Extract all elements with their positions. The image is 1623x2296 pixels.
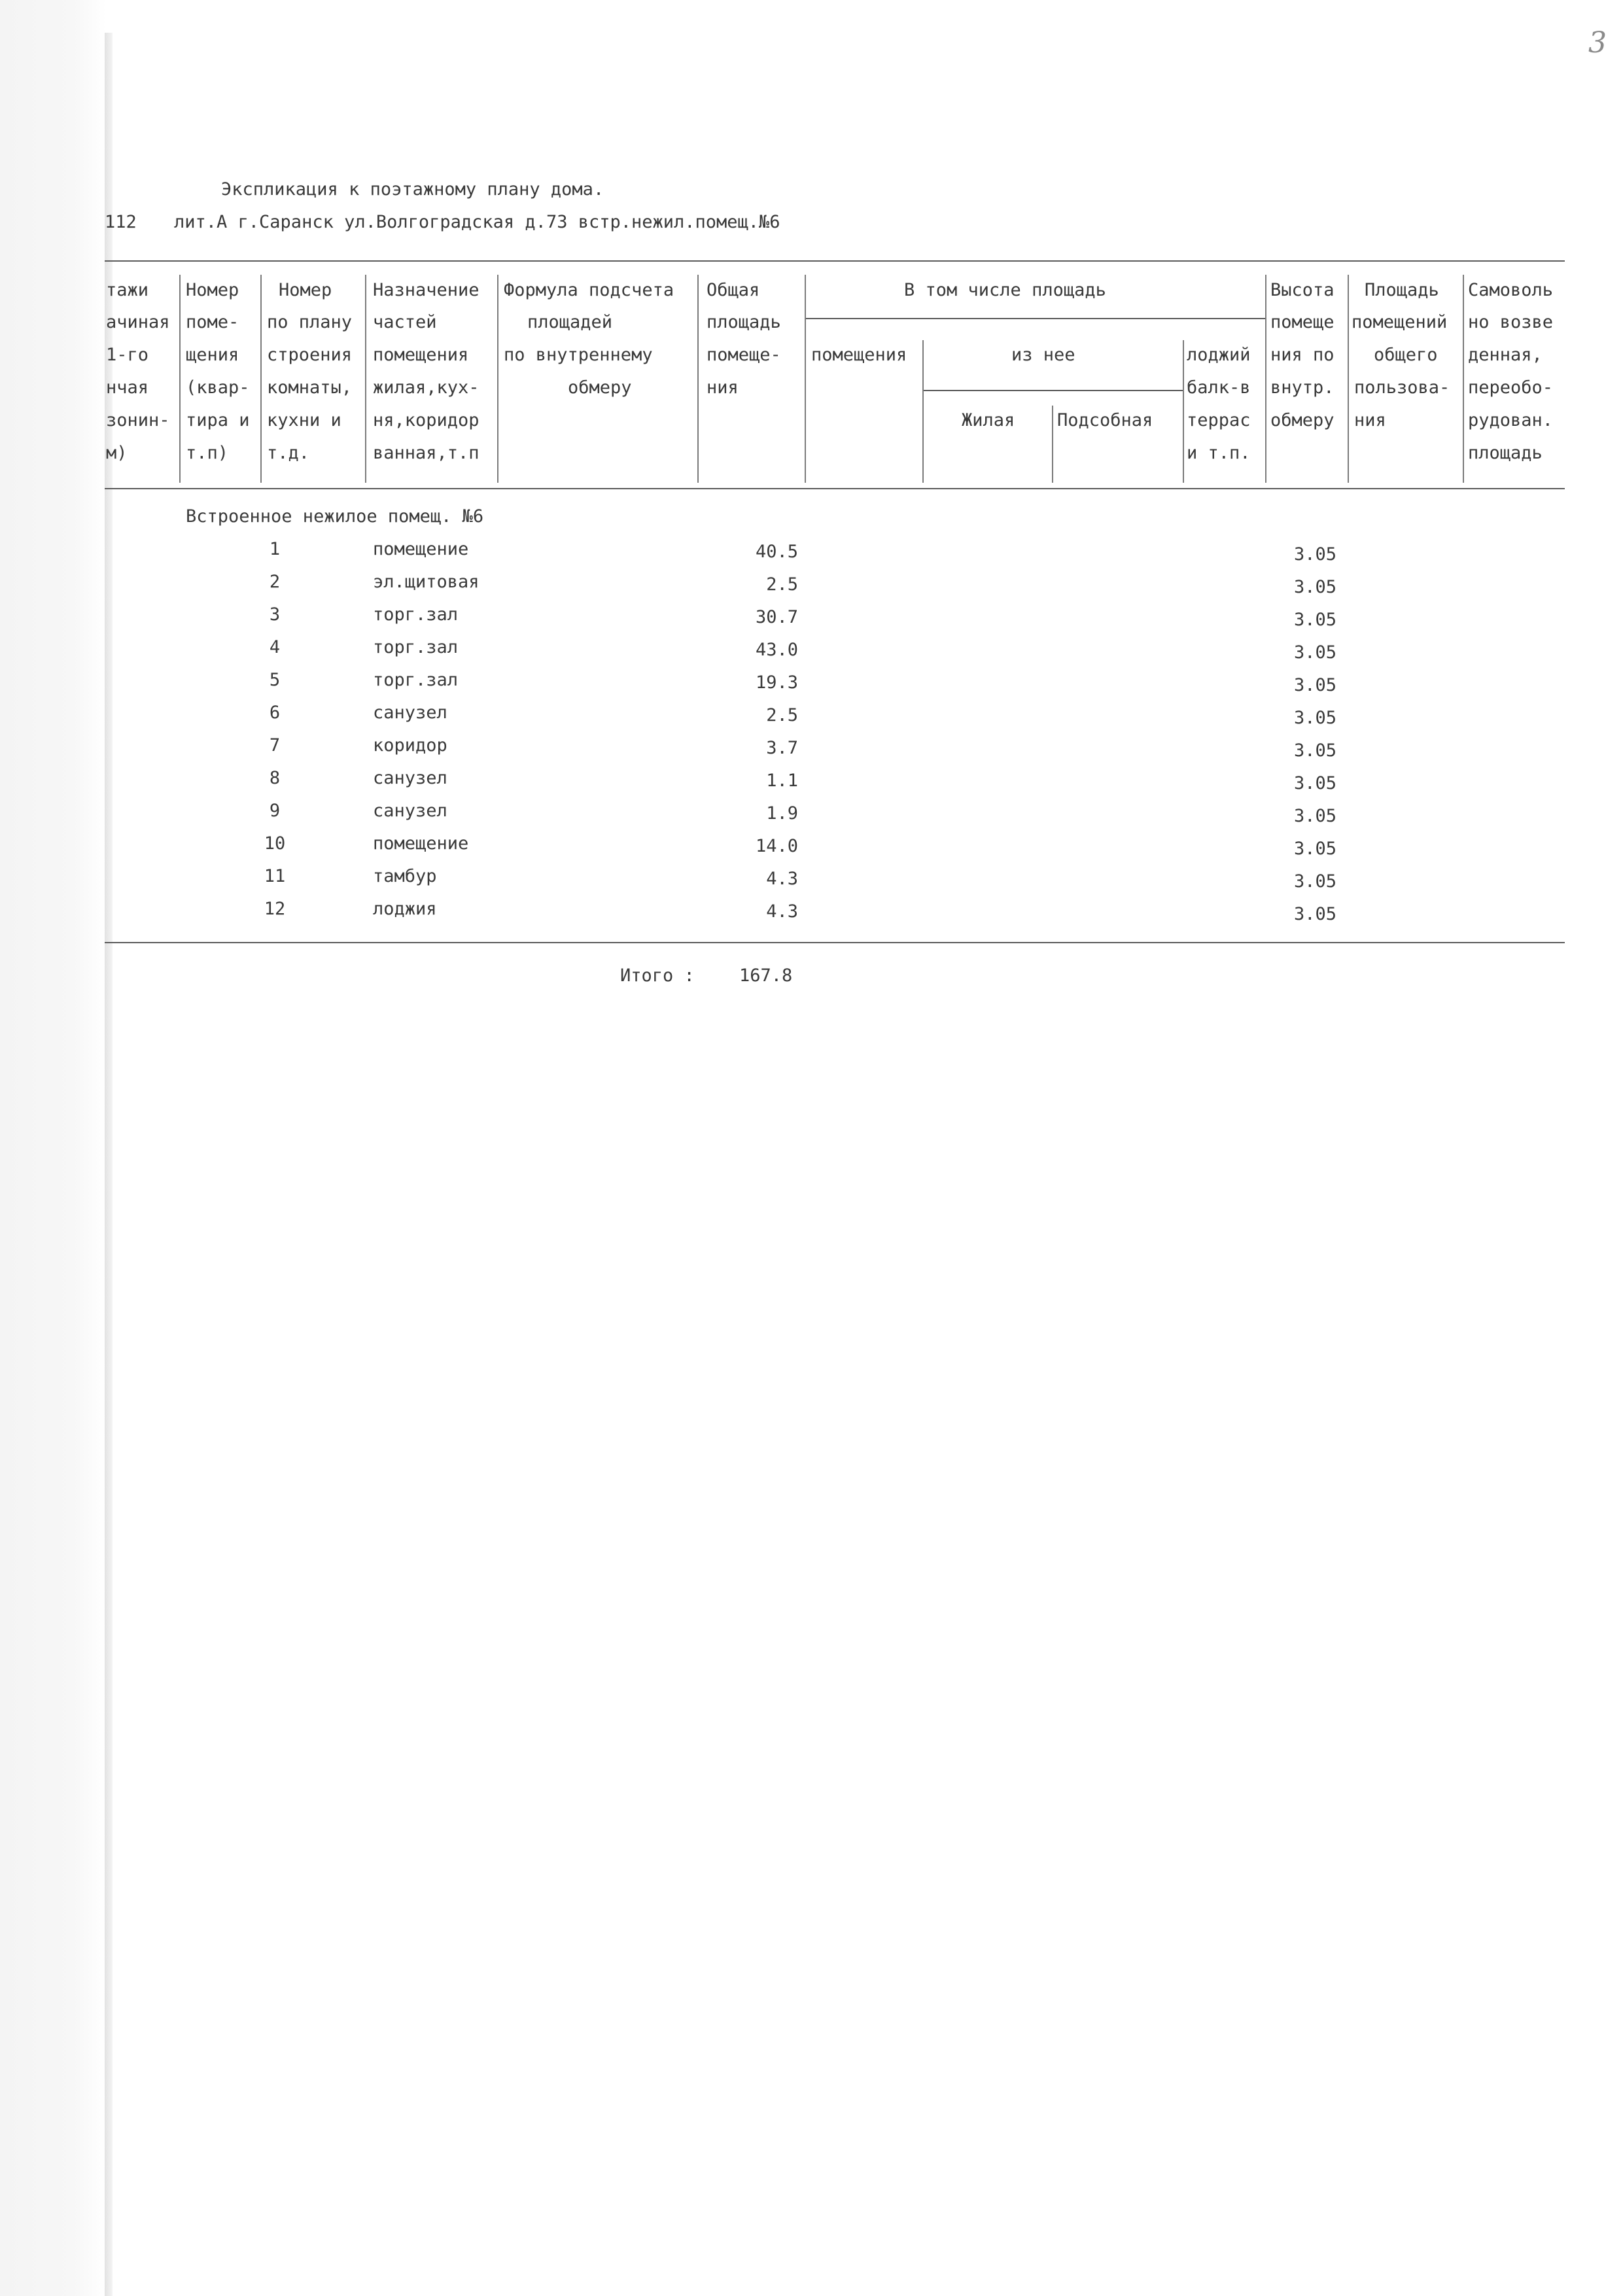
header-height-line: обмеру [1270,410,1335,430]
row-num: 6 [269,703,281,723]
header-col6-line: Общая [707,280,760,300]
header-common-line: пользова- [1354,377,1450,398]
row-area: 4.3 [766,869,798,889]
scan-edge-shadow [0,0,106,2296]
header-common-line: общего [1374,345,1438,365]
row-num: 9 [269,801,281,821]
row-height: 3.05 [1294,577,1337,597]
header-col2-line: щения [186,345,239,365]
header-sub-iz-nee: из нее [1011,345,1075,365]
header-col3-line: строения [267,345,353,365]
header-col1-line: 1-го [106,345,149,365]
row-area: 2.5 [766,705,798,725]
table-top-rule [105,260,1565,262]
header-col6-line: ния [707,377,739,398]
header-height-line: ния по [1270,345,1335,365]
header-col2-line: Номер [186,280,239,300]
col-sep [1265,275,1266,483]
header-col1-line: ачиная [106,312,170,332]
page-number: 3 [1588,26,1607,60]
row-height: 3.05 [1294,642,1337,663]
header-common-line: Площадь [1365,280,1439,300]
row-height: 3.05 [1294,773,1337,793]
address-code: 112 [105,212,137,232]
table-bottom-rule [105,942,1565,943]
header-col3-line: Номер [279,280,332,300]
header-col4-line: частей [373,312,437,332]
header-height-line: помеще [1270,312,1335,332]
row-num: 7 [269,735,281,756]
header-bottom-rule [105,488,1565,489]
header-self-line: денная, [1468,345,1543,365]
row-height: 3.05 [1294,839,1337,859]
header-col4-line: помещения [373,345,469,365]
row-height: 3.05 [1294,544,1337,565]
header-col2-line: т.п) [186,443,229,463]
header-sub-zhilaya: Жилая [962,410,1015,430]
col-sep [1183,340,1184,483]
header-col1-line: зонин- [106,410,170,430]
row-num: 2 [269,572,281,592]
row-height: 3.05 [1294,708,1337,728]
header-col3-line: по плану [267,312,353,332]
row-area: 1.9 [766,803,798,824]
row-height: 3.05 [1294,740,1337,761]
header-col3-line: т.д. [267,443,310,463]
row-name: эл.щитовая [373,572,480,592]
row-area: 4.3 [766,901,798,922]
row-num: 5 [269,670,281,690]
row-height: 3.05 [1294,806,1337,826]
header-common-line: помещений [1352,312,1448,332]
header-self-line: Самоволь [1468,280,1554,300]
row-name: помещение [373,833,469,854]
header-sub-lodzhiy-line: террас [1187,410,1251,430]
section-title: Встроенное нежилое помещ. №6 [186,506,484,527]
row-area: 3.7 [766,738,798,758]
col-sep [805,275,806,483]
sub-group-rule [922,390,1183,391]
col-sep [260,275,262,483]
row-area: 43.0 [755,640,798,660]
header-self-line: переобо- [1468,377,1554,398]
col-sep [365,275,366,483]
header-sub-lodzhiy-line: лоджий [1187,345,1251,365]
row-area: 40.5 [755,542,798,562]
header-sub-lodzhiy-line: и т.п. [1187,443,1251,463]
row-area: 19.3 [755,672,798,693]
header-self-line: площадь [1468,443,1543,463]
header-col2-line: (квар- [186,377,250,398]
row-name: коридор [373,735,447,756]
header-col6-line: помеще- [707,345,781,365]
header-height-line: внутр. [1270,377,1335,398]
header-col5-line: по внутреннему [504,345,653,365]
row-area: 2.5 [766,574,798,595]
row-num: 3 [269,604,281,625]
header-col1-line: тажи [106,280,149,300]
header-col6-line: площадь [707,312,781,332]
address-line: лит.А г.Саранск ул.Волгоградская д.73 встр.нежил.помещ.№6 [174,212,780,232]
header-col5-line: обмеру [568,377,632,398]
row-num: 8 [269,768,281,788]
header-col1-line: нчая [106,377,149,398]
col-sep [497,275,498,483]
total-value: 167.8 [739,965,793,986]
col-sep [922,340,924,483]
header-common-line: ния [1354,410,1386,430]
row-name: помещение [373,539,469,559]
header-col3-line: кухни и [267,410,341,430]
col-sep [697,275,699,483]
row-num: 12 [264,899,286,919]
row-height: 3.05 [1294,675,1337,695]
row-num: 11 [264,866,286,886]
col-sep [1463,275,1464,483]
header-col1-line: м) [106,443,128,463]
header-col5-line: Формула подсчета [504,280,674,300]
row-num: 4 [269,637,281,657]
row-height: 3.05 [1294,904,1337,924]
header-col4-line: ня,коридор [373,410,480,430]
col-sep [1052,406,1053,483]
header-self-line: но возве [1468,312,1554,332]
header-col5-line: площадей [527,312,613,332]
scan-edge-strip [105,33,113,2296]
header-height-line: Высота [1270,280,1335,300]
header-col2-line: поме- [186,312,239,332]
row-name: торг.зал [373,604,459,625]
header-group-label: В том числе площадь [904,280,1106,300]
total-label: Итого : [620,965,695,986]
header-col2-line: тира и [186,410,250,430]
row-area: 14.0 [755,836,798,856]
header-col4-line: жилая,кух- [373,377,480,398]
row-name: санузел [373,768,447,788]
header-col4-line: Назначение [373,280,480,300]
row-height: 3.05 [1294,871,1337,892]
row-area: 30.7 [755,607,798,627]
row-num: 10 [264,833,286,854]
row-name: тамбур [373,866,437,886]
header-col3-line: комнаты, [267,377,353,398]
col-sep [1348,275,1349,483]
group-rule [806,318,1265,319]
header-self-line: рудован. [1468,410,1554,430]
row-height: 3.05 [1294,610,1337,630]
col-sep [179,275,181,483]
header-sub-pomesheniya: помещения [811,345,907,365]
header-sub-lodzhiy-line: балк-в [1187,377,1251,398]
row-name: лоджия [373,899,437,919]
row-name: санузел [373,801,447,821]
row-name: торг.зал [373,637,459,657]
row-name: санузел [373,703,447,723]
row-name: торг.зал [373,670,459,690]
row-num: 1 [269,539,281,559]
header-col4-line: ванная,т.п [373,443,480,463]
row-area: 1.1 [766,771,798,791]
document-title: Экспликация к поэтажному плану дома. [221,179,604,200]
header-sub-podsobnaya: Подсобная [1057,410,1153,430]
